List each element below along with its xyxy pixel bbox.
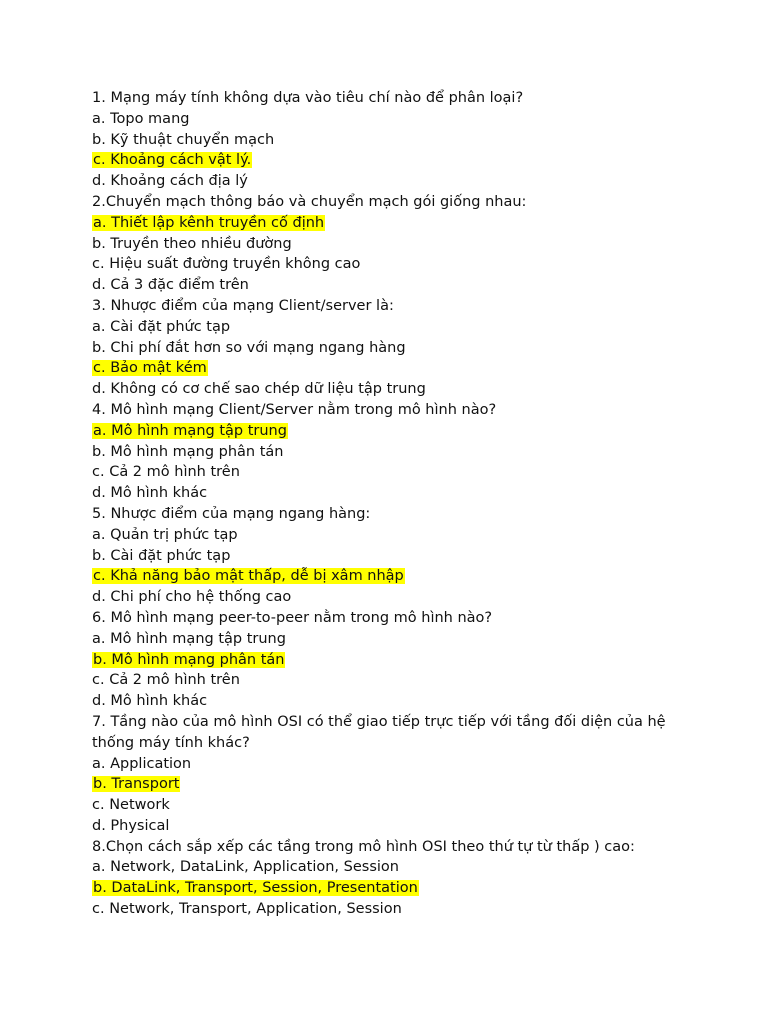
answer-line bbox=[92, 275, 712, 296]
line-text: d. Không có cơ chế sao chép dữ liệu tập trung bbox=[92, 381, 426, 398]
correct-answer-line bbox=[92, 566, 712, 587]
correct-answer-line bbox=[92, 213, 712, 234]
document-page bbox=[92, 88, 712, 920]
question-line bbox=[92, 504, 712, 525]
answer-line bbox=[92, 899, 712, 920]
line-text: c. Network, Transport, Application, Session bbox=[92, 901, 402, 918]
question-line bbox=[92, 296, 712, 317]
line-text: 6. Mô hình mạng peer-to-peer nằm trong mô hình nào? bbox=[92, 609, 493, 626]
answer-line bbox=[92, 857, 712, 878]
line-text: d. Mô hình khác bbox=[92, 485, 208, 502]
line-text: b. Mô hình mạng phân tán bbox=[92, 443, 284, 460]
line-text: 5. Nhược điểm của mạng ngang hàng: bbox=[92, 505, 371, 522]
question-line bbox=[92, 837, 712, 858]
question-line bbox=[92, 192, 712, 213]
line-text: d. Khoảng cách địa lý bbox=[92, 173, 248, 190]
highlighted-answer: c. Bảo mật kém bbox=[93, 360, 207, 377]
answer-line bbox=[92, 587, 712, 608]
highlighted-answer: a. Mô hình mạng tập trung bbox=[93, 422, 287, 439]
question-line-continued bbox=[92, 733, 712, 754]
line-text: a. Network, DataLink, Application, Session bbox=[92, 859, 399, 876]
line-text: c. Cả 2 mô hình trên bbox=[92, 672, 240, 689]
answer-line bbox=[92, 795, 712, 816]
answer-line bbox=[92, 130, 712, 151]
line-text: 4. Mô hình mạng Client/Server nằm trong mô hình nào? bbox=[92, 401, 497, 418]
answer-line bbox=[92, 629, 712, 650]
line-text: d. Cả 3 đặc điểm trên bbox=[92, 277, 249, 294]
line-text: b. Chi phí đắt hơn so với mạng ngang hàng bbox=[92, 339, 406, 356]
answer-line bbox=[92, 816, 712, 837]
highlighted-answer: b. DataLink, Transport, Session, Presentation bbox=[93, 880, 418, 897]
highlighted-answer: a. Thiết lập kênh truyền cố định bbox=[93, 214, 325, 231]
line-text: c. Network bbox=[92, 797, 170, 814]
highlighted-answer: c. Khả năng bảo mật thấp, dễ bị xâm nhập bbox=[93, 568, 404, 585]
line-text: b. Truyền theo nhiều đường bbox=[92, 235, 292, 252]
line-text: c. Cả 2 mô hình trên bbox=[92, 464, 240, 481]
line-text: a. Cài đặt phức tạp bbox=[92, 318, 231, 335]
answer-line bbox=[92, 171, 712, 192]
answer-line bbox=[92, 462, 712, 483]
line-text: a. Application bbox=[92, 755, 192, 772]
answer-line bbox=[92, 546, 712, 567]
line-text: 7. Tầng nào của mô hình OSI có thể giao tiếp trực tiếp với tầng đối diện của hệ bbox=[92, 713, 666, 730]
line-text: 1. Mạng máy tính không dựa vào tiêu chí nào để phân loại? bbox=[92, 90, 524, 106]
line-text: 3. Nhược điểm của mạng Client/server là: bbox=[92, 297, 394, 314]
answer-line bbox=[92, 109, 712, 130]
highlighted-answer: b. Mô hình mạng phân tán bbox=[93, 651, 285, 668]
correct-answer-line bbox=[92, 150, 712, 171]
answer-line bbox=[92, 254, 712, 275]
line-text: b. Kỹ thuật chuyển mạch bbox=[92, 131, 275, 148]
line-text: d. Physical bbox=[92, 817, 170, 834]
line-text: c. Hiệu suất đường truyền không cao bbox=[92, 256, 361, 273]
line-text: b. Cài đặt phức tạp bbox=[92, 547, 231, 564]
question-line bbox=[92, 88, 712, 109]
question-line bbox=[92, 712, 712, 733]
line-text: a. Quản trị phức tạp bbox=[92, 526, 238, 543]
answer-line bbox=[92, 317, 712, 338]
correct-answer-line bbox=[92, 650, 712, 671]
correct-answer-line bbox=[92, 878, 712, 899]
line-text: a. Mô hình mạng tập trung bbox=[92, 630, 286, 647]
line-text: a. Topo mang bbox=[92, 110, 190, 127]
answer-line bbox=[92, 754, 712, 775]
answer-line bbox=[92, 442, 712, 463]
highlighted-answer: c. Khoảng cách vật lý. bbox=[93, 152, 252, 169]
answer-line bbox=[92, 483, 712, 504]
line-text: 2.Chuyển mạch thông báo và chuyển mạch gói giống nhau: bbox=[92, 193, 527, 210]
answer-line bbox=[92, 525, 712, 546]
correct-answer-line bbox=[92, 358, 712, 379]
correct-answer-line bbox=[92, 421, 712, 442]
question-line bbox=[92, 608, 712, 629]
answer-line bbox=[92, 691, 712, 712]
answer-line bbox=[92, 670, 712, 691]
line-text: d. Mô hình khác bbox=[92, 693, 208, 710]
correct-answer-line bbox=[92, 774, 712, 795]
question-line bbox=[92, 400, 712, 421]
line-text: d. Chi phí cho hệ thống cao bbox=[92, 589, 292, 606]
line-text: thống máy tính khác? bbox=[92, 734, 250, 751]
answer-line bbox=[92, 338, 712, 359]
highlighted-answer: b. Transport bbox=[93, 776, 180, 793]
line-text: 8.Chọn cách sắp xếp các tầng trong mô hình OSI theo thứ tự từ thấp ) cao: bbox=[92, 838, 635, 855]
answer-line bbox=[92, 379, 712, 400]
answer-line bbox=[92, 234, 712, 255]
